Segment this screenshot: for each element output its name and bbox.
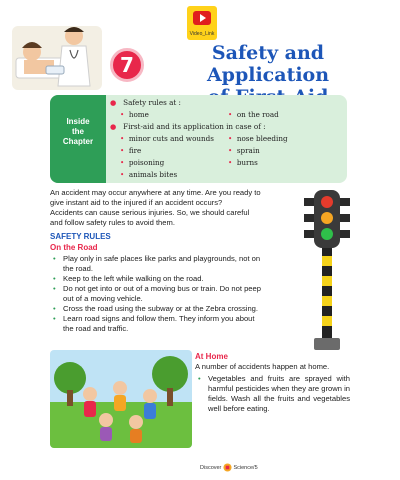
road-rule-1 — [50, 254, 300, 274]
intro-line-2: give instant aid to the injured if an accident occurs? — [50, 198, 223, 207]
footer-left-text: Discover — [200, 464, 222, 471]
inside-sub-home: home — [128, 110, 149, 119]
chapter-number: 7 — [110, 48, 144, 82]
road-rule-5-line-2: the road and traffic. — [63, 324, 129, 333]
road-rule-5-line-1: • Learn road signs and follow them. They inform you about — [63, 314, 255, 323]
inside-sub-bites: animals bites — [128, 170, 178, 179]
inside-sub-cuts: minor cuts and wounds — [128, 134, 214, 143]
intro-line-3: Accidents can cause serious injuries. So, we should careful — [50, 208, 250, 217]
inside-sub-road: on the road — [236, 110, 279, 119]
on-the-road-heading: On the Road — [50, 243, 98, 252]
video-link-caption: Video_Link — [189, 31, 215, 37]
chapter-title-line1: Safety and Application — [206, 42, 330, 86]
tab-line-3: Chapter — [62, 137, 94, 146]
road-rule-1-line-1: • Play only in safe places like parks and playgrounds, not on — [63, 254, 261, 263]
inside-chapter-tab — [50, 95, 106, 183]
book-logo-icon — [223, 463, 232, 472]
road-rule-3 — [50, 284, 300, 304]
doctor-patient-illustration — [8, 6, 108, 94]
footer-right-text: Science/5 — [233, 464, 258, 471]
road-rule-3-line-2: out of a moving vehicle. — [63, 294, 143, 303]
inside-item-1: Safety rules at : — [123, 98, 181, 107]
play-icon — [193, 11, 211, 25]
road-rule-4 — [50, 304, 300, 314]
page-footer — [200, 463, 258, 472]
kids-playing-illustration — [50, 350, 192, 448]
road-rule-3-line-1: • Do not get into or out of a moving bus or train. Do not peep — [63, 284, 261, 293]
road-rule-2 — [50, 274, 300, 284]
inside-sub-nose: nose bleeding — [236, 134, 288, 143]
tab-line-1: Inside — [66, 117, 90, 126]
intro-line-1: An accident may occur anywhere at any time. Are you ready to — [50, 188, 261, 197]
road-rule-5 — [50, 314, 300, 334]
inside-sub-fire: fire — [128, 146, 142, 155]
video-link-badge[interactable] — [187, 6, 217, 40]
tab-line-2: the — [72, 127, 84, 136]
road-rules-list — [50, 254, 300, 334]
inside-sub-sprain: sprain — [236, 146, 260, 155]
intro-line-4: and follow safety rules to avoid them. — [50, 218, 175, 227]
inside-item-2: First-aid and its application in case of : — [123, 122, 266, 131]
inside-sub-poisoning: poisoning — [128, 158, 165, 167]
at-home-intro: A number of accidents happen at home. — [195, 362, 330, 371]
road-rule-2-line-1: • Keep to the left while walking on the road. — [63, 274, 204, 283]
inside-sub-burns: burns — [236, 158, 258, 167]
traffic-light-illustration — [302, 190, 352, 355]
at-home-bullet: • Vegetables and fruits are sprayed with harmful pesticides when they are grown in fields. Wash all the fruits and vegetables well before eating. — [195, 374, 350, 414]
at-home-heading: At Home — [195, 352, 228, 361]
safety-rules-heading: SAFETY RULES — [50, 232, 111, 241]
intro-paragraph — [50, 188, 300, 228]
road-rule-1-line-2: the road. — [63, 264, 93, 273]
road-rule-4-line-1: • Cross the road using the subway or at the Zebra crossing. — [63, 304, 259, 313]
